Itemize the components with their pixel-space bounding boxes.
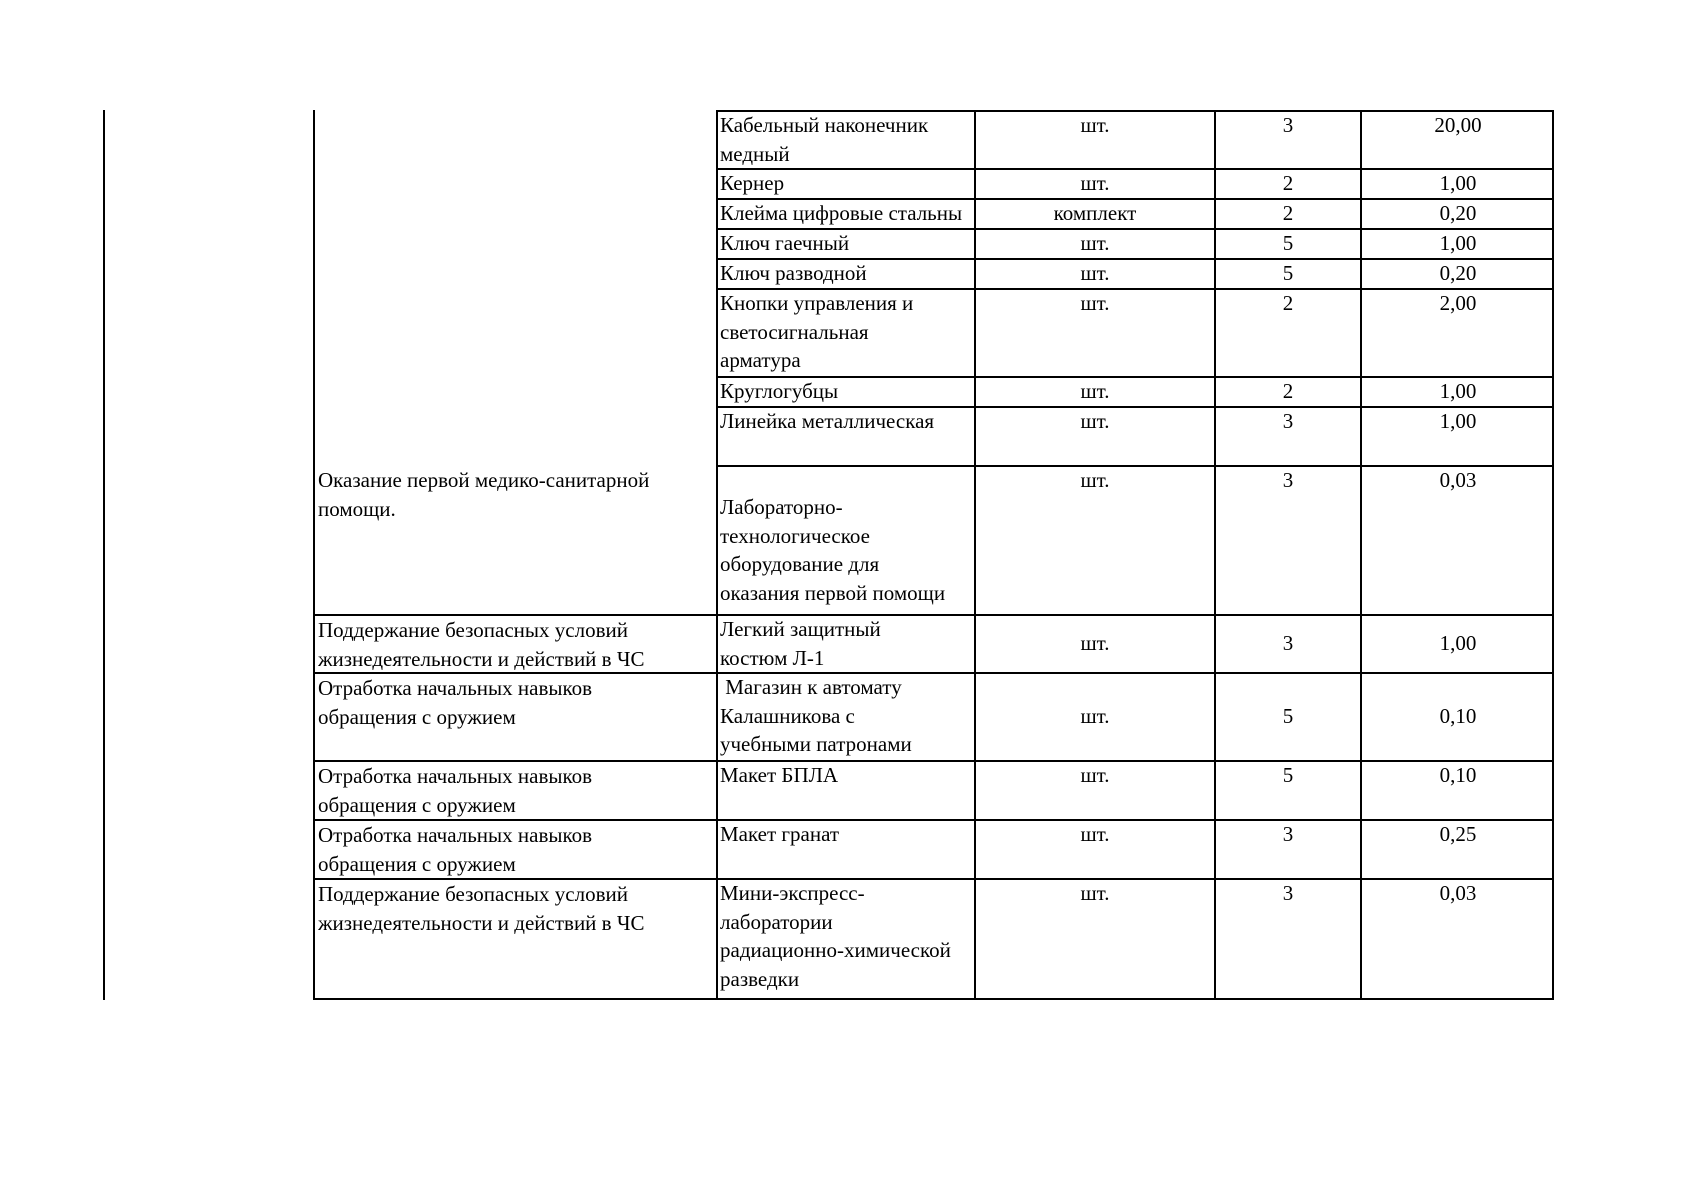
value-cell: 2,00 — [1439, 291, 1477, 315]
item-name-cell: Линейка металлическая — [720, 409, 935, 433]
activity-cell: Поддержание безопасных условий жизнедеятельности и действий в ЧС — [318, 618, 645, 671]
table-bottom-line — [313, 998, 1554, 1000]
item-name-cell: Магазин к автомату Калашникова с учебными патронами — [720, 675, 912, 756]
unit-cell: комплект — [1053, 201, 1137, 225]
quantity-cell: 5 — [1282, 261, 1294, 285]
item-name-cell: Ключ разводной — [720, 261, 867, 285]
quantity-cell: 3 — [1282, 881, 1294, 905]
quantity-cell: 2 — [1282, 201, 1294, 225]
unit-cell: шт. — [1080, 379, 1110, 403]
item-name-cell: Клейма цифровые стальны — [720, 201, 963, 225]
value-cell: 20,00 — [1434, 113, 1482, 137]
unit-cell: шт. — [1080, 704, 1110, 728]
quantity-cell: 3 — [1282, 822, 1294, 846]
activity-cell: Оказание первой медико-санитарной помощи. — [318, 468, 650, 521]
unit-cell: шт. — [1080, 631, 1110, 655]
activity-cell: Отработка начальных навыков обращения с оружием — [318, 676, 593, 729]
quantity-cell: 5 — [1282, 704, 1294, 728]
column-line — [1214, 110, 1216, 1000]
quantity-cell: 2 — [1282, 171, 1294, 195]
value-cell: 0,03 — [1439, 468, 1477, 492]
unit-cell: шт. — [1080, 171, 1110, 195]
column-line — [974, 110, 976, 1000]
left-margin-line — [103, 110, 105, 1000]
value-cell: 0,20 — [1439, 201, 1477, 225]
value-cell: 1,00 — [1439, 409, 1477, 433]
unit-cell: шт. — [1080, 409, 1110, 433]
unit-cell: шт. — [1080, 822, 1110, 846]
unit-cell: шт. — [1080, 261, 1110, 285]
value-cell: 0,10 — [1439, 704, 1477, 728]
quantity-cell: 3 — [1282, 631, 1294, 655]
item-name-cell: Мини-экспресс- лаборатории радиационно-химической разведки — [720, 881, 951, 991]
quantity-cell: 2 — [1282, 291, 1294, 315]
column-line — [1552, 110, 1554, 1000]
column-line — [1360, 110, 1362, 1000]
activity-cell: Отработка начальных навыков обращения с оружием — [318, 823, 593, 876]
activity-cell: Поддержание безопасных условий жизнедеятельности и действий в ЧС — [318, 882, 645, 935]
item-name-cell: Кнопки управления и светосигнальная арматура — [720, 291, 914, 372]
value-cell: 1,00 — [1439, 231, 1477, 255]
column-line — [313, 110, 315, 1000]
quantity-cell: 3 — [1282, 409, 1294, 433]
quantity-cell: 5 — [1282, 231, 1294, 255]
value-cell: 0,20 — [1439, 261, 1477, 285]
quantity-cell: 2 — [1282, 379, 1294, 403]
value-cell: 1,00 — [1439, 631, 1477, 655]
item-name-cell: Круглогубцы — [720, 379, 839, 403]
quantity-cell: 3 — [1282, 113, 1294, 137]
unit-cell: шт. — [1080, 113, 1110, 137]
value-cell: 0,10 — [1439, 763, 1477, 787]
item-name-cell: Легкий защитный костюм Л-1 — [720, 617, 881, 670]
unit-cell: шт. — [1080, 763, 1110, 787]
unit-cell: шт. — [1080, 291, 1110, 315]
activity-cell: Отработка начальных навыков обращения с оружием — [318, 764, 593, 817]
value-cell: 0,03 — [1439, 881, 1477, 905]
item-name-cell: Ключ гаечный — [720, 231, 850, 255]
column-line — [716, 110, 718, 1000]
value-cell: 1,00 — [1439, 171, 1477, 195]
quantity-cell: 5 — [1282, 763, 1294, 787]
quantity-cell: 3 — [1282, 468, 1294, 492]
unit-cell: шт. — [1080, 468, 1110, 492]
unit-cell: шт. — [1080, 231, 1110, 255]
value-cell: 1,00 — [1439, 379, 1477, 403]
item-name-cell: Макет БПЛА — [720, 763, 839, 787]
item-name-cell: Кабельный наконечник медный — [720, 113, 929, 166]
item-name-cell: Кернер — [720, 171, 785, 195]
item-name-cell: Лабораторно- технологическое оборудование для оказания первой помощи — [720, 495, 946, 605]
value-cell: 0,25 — [1439, 822, 1477, 846]
item-name-cell: Макет гранат — [720, 822, 840, 846]
unit-cell: шт. — [1080, 881, 1110, 905]
